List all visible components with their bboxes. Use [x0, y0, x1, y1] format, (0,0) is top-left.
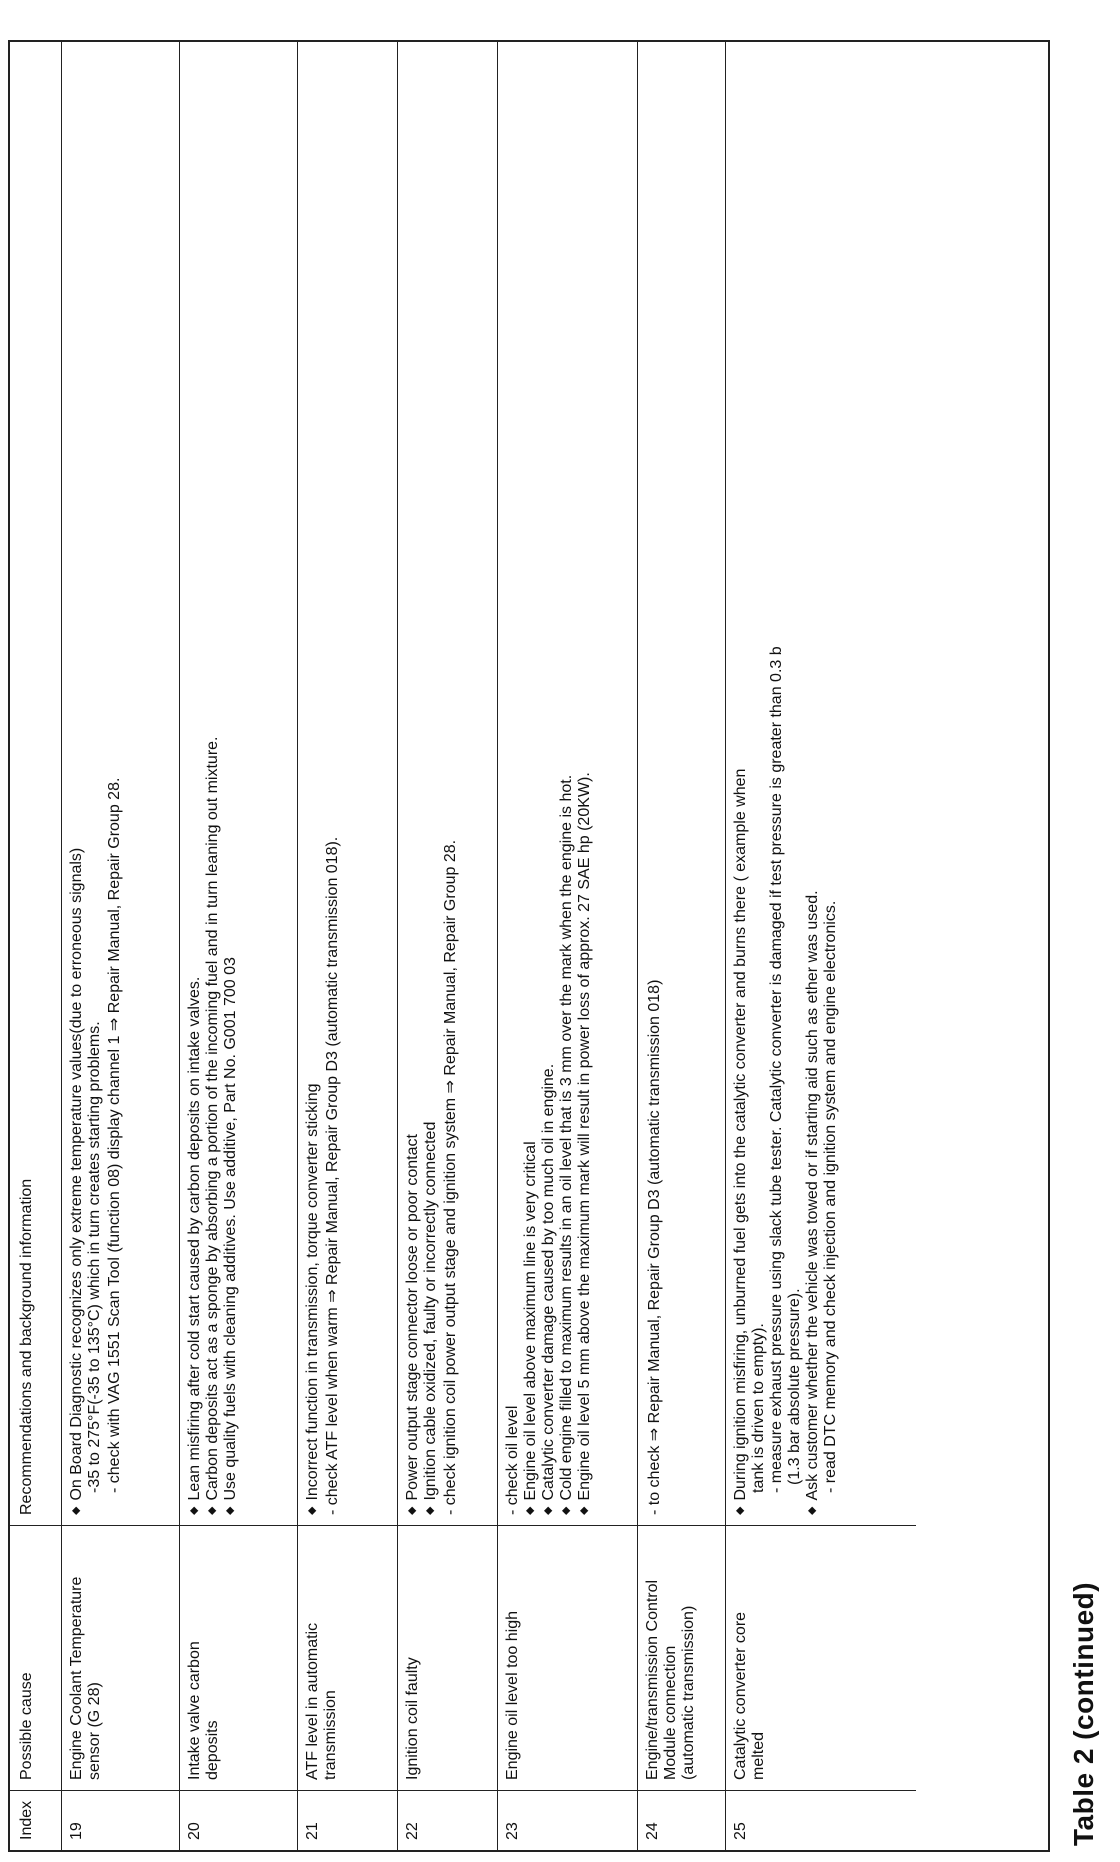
table-header-row [10, 42, 62, 1850]
row-possible-cause [180, 1525, 297, 1790]
cause-line: Engine/transmission Control [644, 1579, 661, 1780]
recommendation-line: - measure exhaust pressure using slack tube tester. Catalytic converter is damaged if test pressure is greater than 0.3 b [768, 646, 785, 1493]
cause-line: Intake valve carbon [186, 1641, 203, 1780]
row-recommendations [298, 42, 397, 1525]
bullet-item: ◆ On Board Diagnostic recognizes only extreme temperature values(due to erroneous signals) [68, 52, 86, 1515]
header-recommendations: Recommendations and background information [18, 1178, 35, 1515]
header-possible-cause: Possible cause [10, 1525, 61, 1790]
bullet-item: ◆ Catalytic converter damage caused by too much oil in engine. [540, 52, 558, 1515]
table-row [180, 42, 298, 1850]
cause-line: (automatic transmission) [680, 1605, 697, 1780]
bullet-item: ◆ Ask customer whether the vehicle was towed or if starting aid such as ether was used. [804, 52, 822, 1515]
cause-line: Ignition coil faulty [404, 1657, 421, 1780]
row-possible-cause [726, 1525, 916, 1790]
recommendation-line: - check ATF level when warm ⇒ Repair Manual, Repair Group D3 (automatic transmission 018). [324, 836, 341, 1515]
table-row [62, 42, 180, 1850]
table-row [498, 42, 638, 1850]
row-possible-cause [62, 1525, 179, 1790]
page-title: Table 2 (continued) [1068, 1581, 1099, 1846]
row-possible-cause [398, 1525, 497, 1790]
row-recommendations [398, 42, 497, 1525]
row-possible-cause [638, 1525, 725, 1790]
recommendation-line: -35 to 275°F(-35 to 135°C) which in turn creates starting problems. [86, 1021, 103, 1493]
row-recommendations [638, 42, 725, 1525]
row-possible-cause [298, 1525, 397, 1790]
recommendation-line: - check ignition coil power output stage and ignition system ⇒ Repair Manual, Repair Group 28. [442, 839, 459, 1515]
recommendation-line: - check oil level [504, 1405, 521, 1515]
recommendation-line: - check with VAG 1551 Scan Tool (function 08) display channel 1 ⇒ Repair Manual, Repair Group 28. [106, 777, 123, 1493]
recommendation-line: (1.3 bar absolute pressure). [786, 1288, 803, 1485]
table-row [298, 42, 398, 1850]
cause-line: Engine oil level too high [504, 1610, 521, 1780]
row-index: 21 [298, 1790, 397, 1850]
header-index: Index [10, 1790, 61, 1850]
bullet-item: ◆ Cold engine filled to maximum results in an oil level that is 3 mm over the mark when the engine is hot. [558, 52, 576, 1515]
cause-line: deposits [204, 1720, 221, 1780]
bullet-item: ◆ Ignition cable oxidized, faulty or incorrectly connected [422, 52, 440, 1515]
cause-line: sensor (G 28) [86, 1682, 103, 1780]
row-index: 24 [638, 1790, 725, 1850]
row-possible-cause [498, 1525, 637, 1790]
cause-line: melted [750, 1731, 767, 1780]
bullet-item: ◆ Power output stage connector loose or poor contact [404, 52, 422, 1515]
row-index: 25 [726, 1790, 916, 1850]
bullet-item: ◆ Lean misfiring after cold start caused by carbon deposits on intake valves. [186, 52, 204, 1515]
bullet-item: ◆ Use quality fuels with cleaning additives. Use additive, Part No. G001 700 03 [222, 52, 240, 1515]
row-recommendations [62, 42, 179, 1525]
cause-line: Module connection [662, 1645, 679, 1780]
cause-line: Catalytic converter core [732, 1611, 749, 1780]
bullet-item: ◆ During ignition misfiring, unburned fuel gets into the catalytic converter and burns there ( example when [732, 52, 750, 1515]
row-recommendations [726, 42, 916, 1525]
row-recommendations [180, 42, 297, 1525]
cause-line: transmission [322, 1690, 339, 1780]
cause-line: Engine Coolant Temperature [68, 1576, 85, 1780]
cause-line: ATF level in automatic [304, 1622, 321, 1780]
table-row [638, 42, 726, 1850]
recommendation-line: - read DTC memory and check injection and ignition system and engine electronics. [822, 900, 839, 1493]
table-row [398, 42, 498, 1850]
bullet-item: ◆ Incorrect function in transmission, torque converter sticking [304, 52, 322, 1515]
recommendation-line: - to check ⇒ Repair Manual, Repair Group D3 (automatic transmission 018) [646, 979, 663, 1515]
bullet-item: ◆ Engine oil level above maximum line is very critical [522, 52, 540, 1515]
row-recommendations [498, 42, 637, 1525]
row-index: 19 [62, 1790, 179, 1850]
row-index: 23 [498, 1790, 637, 1850]
row-index: 22 [398, 1790, 497, 1850]
bullet-item: ◆ Carbon deposits act as a sponge by absorbing a portion of the incoming fuel and in turn leaning out mixture. [204, 52, 222, 1515]
bullet-item: ◆ Engine oil level 5 mm above the maximum mark will result in power loss of approx. 27 SAE hp (20KW). [576, 52, 594, 1515]
row-index: 20 [180, 1790, 297, 1850]
table-row [726, 42, 916, 1850]
recommendation-line: tank is driven to empty). [750, 1323, 767, 1493]
diagnostic-table [8, 40, 1050, 1852]
